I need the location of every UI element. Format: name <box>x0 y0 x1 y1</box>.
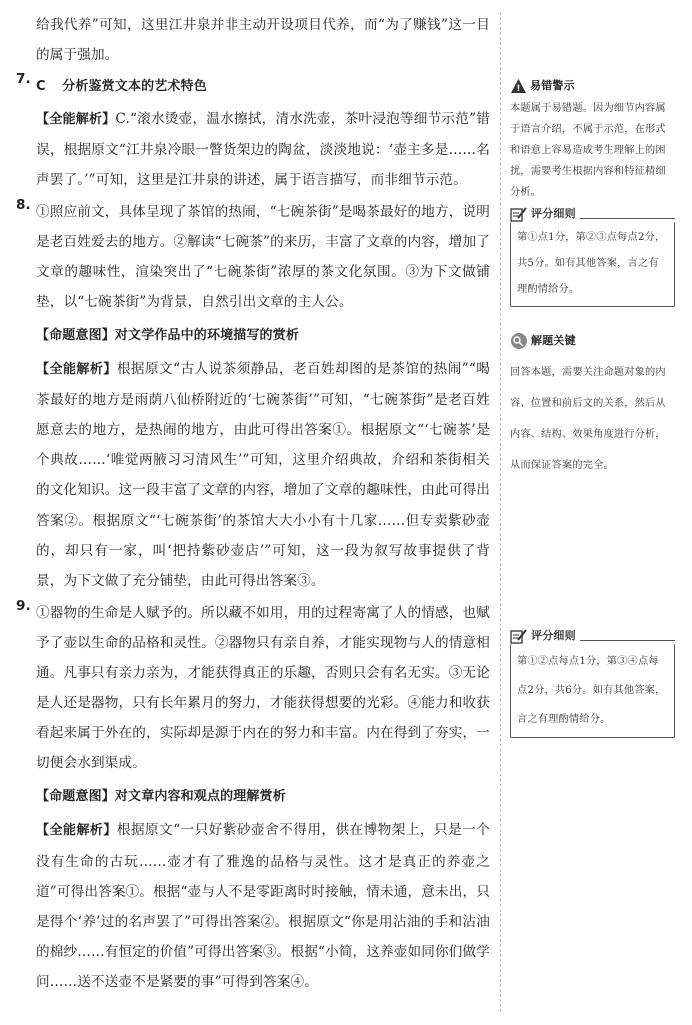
q9-intent: 对文章内容和观点的理解赏析 <box>114 789 286 805</box>
scoring-rubric-q8 <box>510 203 675 307</box>
q7-analysis-tag: 【全能解析】 <box>36 112 116 128</box>
q9-answer: ①器物的生命是人赋予的。所以藏不如用，用的过程寄寓了人的情感，也赋予了壶以生命的品格和灵性。②器物只有亲自养，才能实现物与人的情意相通。凡事只有亲力亲为，才能获得真正的乐趣，否则只会有名无实。③无论是人还是器物，只有长年累月的努力，才能获得想要的光彩。④能力和收获看起来属于外在的，实际却是源于内在的努力和丰富。内在得到了夯实，一切便会水到渠成。 <box>36 604 490 772</box>
score1-text: 第①点1分，第②③点每点2分，共5分。如有其他答案，言之有理酌情给分。 <box>510 222 675 307</box>
q7-number: 7. <box>16 71 31 88</box>
error-warning-note <box>510 75 675 203</box>
question-7 <box>16 71 490 195</box>
pencil-note-icon <box>510 628 528 644</box>
q8-number: 8. <box>16 196 31 213</box>
q8-intent: 对文学作品中的环境描写的赏析 <box>114 327 300 343</box>
continued-analysis: 给我代养”可知，这里江井泉并非主动开设项目代养，而“为了赚钱”这一目的属于强加。 <box>36 17 490 64</box>
q9-analysis: 根据原文“一只好紫砂壶舍不得用，供在博物架上，只是一个没有生命的古玩……壶才有了雅逸的品格与灵性。这才是真正的养壶之道”可得出答案①。根据“壶与人不是零距离时时接触，情未通，意未出，只是得个‘养’过的名声罢了”可得出答案②。根据原文“你是用沾油的手和沾油的棉纱……有恒定的价值”可得出答案③。根据“小简，这养壶如同你们做学问……送不送壶不是紧要的事”可得到答案④。 <box>36 822 490 990</box>
key-title: 解题关键 <box>531 334 576 347</box>
column-divider <box>500 12 501 1012</box>
warning-title: 易错警示 <box>530 79 575 92</box>
scoring-rubric-q9 <box>510 625 675 738</box>
warning-icon <box>510 78 527 94</box>
q9-analysis-tag: 【全能解析】 <box>36 823 117 839</box>
score2-title: 评分细则 <box>531 629 576 642</box>
q8-analysis: 根据原文“古人说茶须静品，老百姓却图的是茶馆的热闹”“喝茶最好的地方是雨荫八仙桥附近的‘七碗茶街’”可知，“七碗茶街”是老百姓愿意去的地方，是热闹的地方，由此可得出答案①。根据原文“‘七碗茶’是个典故……‘唯觉两腋习习清风生’”可知，这里介绍典故，介绍和茶街相关的文化知识。这一段丰富了文章的内容，增加了文章的趣味性，由此可得出答案②。根据原文“‘七碗茶街’的茶馆大大小小有十几家……但专卖紫砂壶的，却只有一家，叫‘把持紫砂壶店’”可知，这一段为叙写故事提供了背景，为下文做了充分铺垫，由此可得出答案③。 <box>36 361 491 589</box>
score2-text: 第①②点每点1分，第③④点每点2分，共6分。如有其他答案，言之有理酌情给分。 <box>510 644 675 738</box>
answer-column <box>16 10 491 997</box>
q8-answer: ①照应前文，具体呈现了茶馆的热闹，“七碗茶街”是喝茶最好的地方，说明是老百姓爱去的地方。②解读“七碗茶”的来历，丰富了文章的内容，增加了文章的趣味性，渲染突出了“七碗茶街”浓厚的茶文化氛围。③为下文做铺垫，以“七碗茶街”为背景，自然引出文章的主人公。 <box>36 203 490 310</box>
question-9 <box>16 597 490 997</box>
q9-number: 9. <box>16 597 31 614</box>
q9-intent-tag: 【命题意图】 <box>36 789 115 805</box>
q7-topic: 分析鉴赏文本的艺术特色 <box>62 79 207 95</box>
q7-analysis: C.“滚水烫壶，温水擦拭，清水洗壶，茶叶浸泡等细节示范”错误，根据原文“江井泉冷眼一瞥货架边的陶盆，淡淡地说：‘壶主多是……名声罢了。’”可知，这里是江井泉的讲述，属于语言描写，而非细节示范。 <box>36 111 490 189</box>
q8-analysis-tag: 【全能解析】 <box>36 362 117 378</box>
warning-text: 本题属于易错题。因为细节内容属于语言介绍，不属于示范，在形式和语意上容易造成考生理解上的困扰，需要考生根据内容和特征精细分析。 <box>510 103 666 198</box>
key-text: 回答本题，需要关注命题对象的内容、位置和前后文的关系，然后从内容、结构、效果角度进行分析，从而保证答案的完全。 <box>510 367 666 471</box>
solving-key-note <box>510 330 675 481</box>
key-badge-icon <box>510 332 528 350</box>
q7-answer: C <box>36 79 46 95</box>
q8-intent-tag: 【命题意图】 <box>36 327 115 343</box>
svg-text:!: ! <box>516 83 521 94</box>
pencil-note-icon <box>510 206 528 222</box>
score1-title: 评分细则 <box>531 207 576 220</box>
question-8 <box>16 196 491 596</box>
